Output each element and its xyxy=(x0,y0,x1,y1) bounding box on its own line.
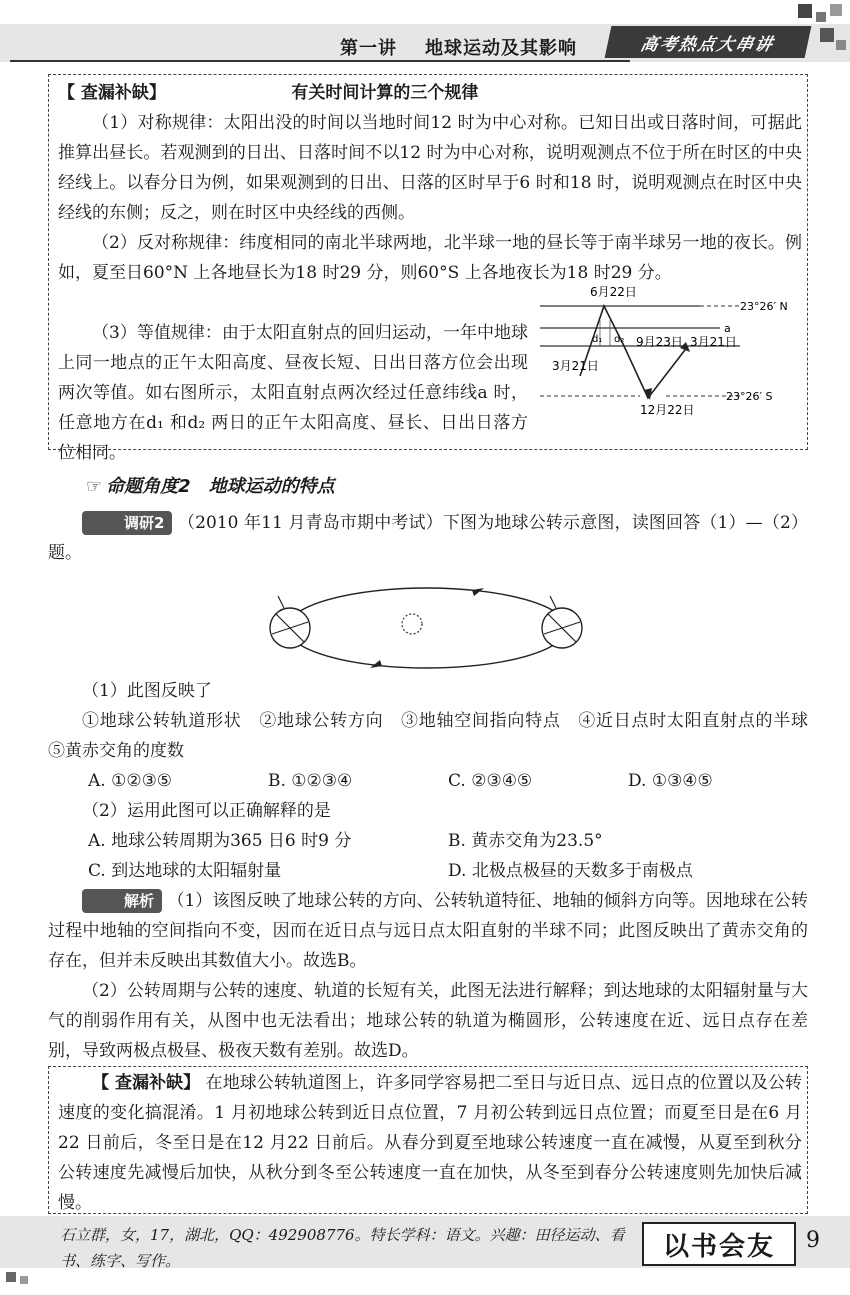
box2-content xyxy=(58,1068,802,1218)
label-dec22: 12月22日 xyxy=(640,403,695,417)
label-jun22: 6月22日 xyxy=(590,285,637,299)
section-heading xyxy=(86,472,335,498)
label-d2: d₂ xyxy=(614,334,625,345)
box1-rule2: （2）反对称规律：纬度相同的南北半球两地，北半球一地的昼长等于南半球另一地的夜长。例如，夏至日60°N 上各地昼长为18 时29 分，则60°S 上各地夜长为18 时29 分。 xyxy=(58,233,802,283)
q1-items: ①地球公转轨道形状 ②地球公转方向 ③地轴空间指向特点 ④近日点时太阳直射点的半球 ⑤黄赤交角的度数 xyxy=(48,711,825,761)
box1-rule1: （1）对称规律：太阳出没的时间以当地时间12 时为中心对称。已知日出或日落时间，可据此推算出昼长。若观测到的日出、日落时间不以12 时为中心对称，说明观测点不位于所在时区的中央经线上。以春分日为例，如果观测到的日出、日落的区时早于6 时和18 时，说明观测点在时区中央经线的东侧；反之，则在时区中央经线的西侧。 xyxy=(58,113,802,223)
box1-rule3: （3）等值规律：由于太阳直射点的回归运动，一年中地球上同一地点的正午太阳高度、昼夜长短、日出日落方位会出现两次等值。如右图所示，太阳直射点两次经过任意纬线a 时，任意地方在d₁ 和d₂ 两日的正午太阳高度、昼长、日出日落方位相同。 xyxy=(58,323,528,463)
analysis-p2: （2）公转周期与公转的速度、轨道的长短有关，此图无法进行解释；到达地球的太阳辐射量与大气的削弱作用有关，从图中也无法看出；地球公转的轨道为椭圆形，公转速度在近、远日点存在差别，导致两极点极昼、极夜天数有差别。故选D。 xyxy=(48,981,808,1061)
q2-option-b[interactable]: B. 黄赤交角为23.5° xyxy=(448,831,603,851)
q1-option-b[interactable]: B. ①②③④ xyxy=(268,771,353,791)
q1-option-d[interactable]: D. ①③④⑤ xyxy=(628,771,713,791)
q1-option-a[interactable]: A. ①②③⑤ xyxy=(88,771,173,791)
question-intro xyxy=(48,508,808,568)
q2-option-c[interactable]: C. 到达地球的太阳辐射量 xyxy=(88,861,282,881)
q2-options-row1 xyxy=(48,826,808,856)
orbit-arrow-bottom xyxy=(370,660,382,668)
label-mar21-left: 3月21日 xyxy=(552,359,599,373)
lecture-title: 地球运动及其影响 xyxy=(425,38,577,59)
label-mar21-right: 3月21日 xyxy=(690,335,737,349)
question-intro-text: （2010 年11 月青岛市期中考试）下图为地球公转示意图，读图回答（1）—（2）题。 xyxy=(48,513,808,563)
box2-text xyxy=(58,1068,802,1218)
label-tropic-n: 23°26′ N xyxy=(740,300,788,313)
subsolar-path xyxy=(580,306,688,398)
earth-orbit-diagram xyxy=(262,574,592,684)
box1-tag: 【 查漏补缺】 xyxy=(58,83,166,103)
question-tag: 调研2 xyxy=(82,511,172,535)
page-title xyxy=(340,34,577,60)
q2-option-a[interactable]: A. 地球公转周期为365 日6 时9 分 xyxy=(88,831,352,851)
earth-left-icon xyxy=(270,596,310,648)
q1-option-c[interactable]: C. ②③④⑤ xyxy=(448,771,533,791)
solar-declination-diagram xyxy=(540,284,810,424)
box2-tag: 【 查漏补缺】 xyxy=(92,1073,201,1093)
footer-author-info: 石立群，女，17，湖北，QQ：492908776。特长学科：语文。兴趣：田径运动、看书、练字、写作。 xyxy=(60,1226,625,1270)
earth-right-icon xyxy=(542,596,582,648)
question-body xyxy=(48,676,825,1066)
section-heading-text: 命题角度2 地球运动的特点 xyxy=(106,476,335,497)
box1-content xyxy=(58,78,802,288)
page-number: 9 xyxy=(806,1228,820,1253)
label-d1: d₁ xyxy=(592,334,603,345)
label-tropic-s: 23°26′ S xyxy=(726,390,773,403)
orbit-ellipse xyxy=(287,588,567,668)
header-rule xyxy=(10,60,630,62)
pointing-hand-icon: ☞ xyxy=(86,476,103,497)
q2-option-d[interactable]: D. 北极点极昼的天数多于南极点 xyxy=(448,861,693,881)
q2-options-row2 xyxy=(48,856,808,886)
analysis-tag: 解析 xyxy=(82,889,162,913)
box1-title: 有关时间计算的三个规律 xyxy=(291,83,479,103)
q2-stem: （2）运用此图可以正确解释的是 xyxy=(82,801,331,821)
footer-badge: 以书会友 xyxy=(642,1222,796,1266)
header-badge: 高考热点大串讲 xyxy=(605,26,812,58)
question-block xyxy=(48,508,808,568)
label-sep23: 9月23日 xyxy=(636,335,683,349)
box1-header xyxy=(58,78,802,108)
q1-stem: （1）此图反映了 xyxy=(82,681,212,701)
q1-options xyxy=(48,766,808,796)
lecture-number: 第一讲 xyxy=(340,38,397,59)
box2-body: 在地球公转轨道图上，许多同学容易把二至日与近日点、远日点的位置以及公转速度的变化搞混淆。1 月初地球公转到近日点位置，7 月初公转到远日点位置；而夏至日是在6 月22 日前后，冬至日是在12 月22 日前后。从春分到夏至地球公转速度一直在减慢，从夏至到秋分公转速度先减慢后加快，从秋分到冬至公转速度一直在加快，从冬至到春分公转速度则先加快后减慢。 xyxy=(58,1073,803,1213)
orbit-arrow-top xyxy=(472,588,484,596)
analysis-p1 xyxy=(48,886,808,976)
label-a: a xyxy=(724,322,731,335)
analysis-p1-text: （1）该图反映了地球公转的方向、公转轨道特征、地轴的倾斜方向等。因地球在公转过程中地轴的空间指向不变，因而在近日点与远日点太阳直射的半球不同；此图反映出了黄赤交角的存在，但并未反映出其数值大小。故选B。 xyxy=(48,891,808,971)
sun-icon xyxy=(402,614,422,634)
